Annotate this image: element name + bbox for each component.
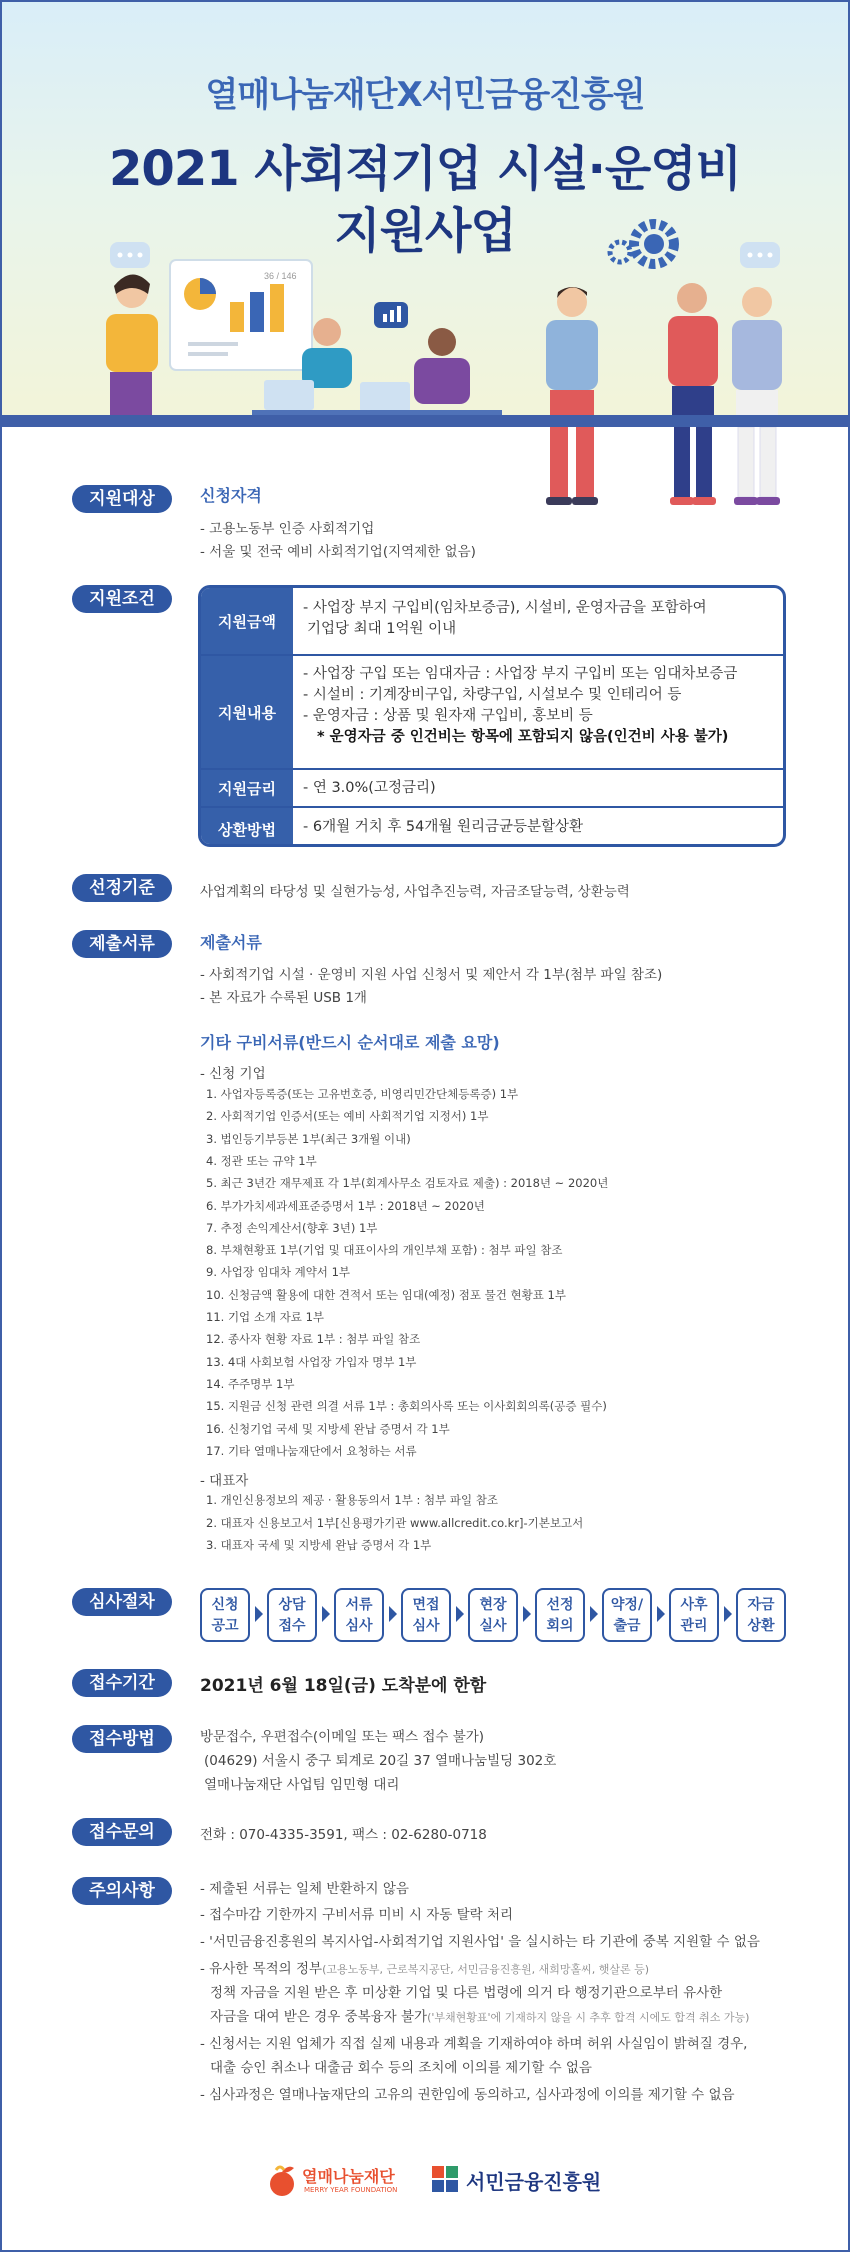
- conditions-row: [201, 808, 783, 847]
- conditions-row-note: * 운영자금 중 인건비는 항목에 포함되지 않음(인건비 사용 불가): [317, 729, 729, 745]
- person-presenter-illustration: [106, 274, 158, 420]
- company-doc-item: 1. 사업자등록증(또는 고유번호증, 비영리민간단체등록증) 1부: [206, 1087, 519, 1101]
- arrow-right-icon: [657, 1606, 665, 1622]
- target-line: - 고용노동부 인증 사회적기업: [200, 521, 375, 537]
- method-line: (04629) 서울시 중구 퇴계로 20길 37 열매나눔빌딩 302호: [204, 1753, 557, 1769]
- conditions-row-text: - 운영자금 : 상품 및 원자재 구입비, 홍보비 등: [303, 708, 593, 724]
- arrow-right-icon: [724, 1606, 732, 1622]
- gear-icon: [634, 224, 674, 264]
- section-pill-notes: 주의사항: [72, 1877, 172, 1905]
- process-step: [334, 1588, 384, 1642]
- documents-line: - 본 자료가 수록된 USB 1개: [200, 990, 367, 1006]
- process-step: [267, 1588, 317, 1642]
- rep-doc-item: 2. 대표자 신용보고서 1부[신용평가기관 www.allcredit.co.kr]-기본보고서: [206, 1515, 584, 1530]
- process-step-label: 관리: [680, 1618, 708, 1634]
- process-step-label: 신청: [211, 1597, 239, 1613]
- section-pill-target: 지원대상: [72, 485, 172, 513]
- header-illustration: [2, 2, 848, 427]
- logo-yeolmae: [262, 2158, 412, 2202]
- process-step: [468, 1588, 518, 1642]
- process-step-label: 사후: [680, 1597, 708, 1613]
- conditions-row-label: 지원금액: [201, 588, 293, 654]
- standing-people-legs: [2, 427, 848, 537]
- method-line: 열매나눔재단 사업팀 임민형 대리: [204, 1777, 400, 1793]
- section-pill-inquiry: 접수문의: [72, 1818, 172, 1846]
- arrow-right-icon: [389, 1606, 397, 1622]
- company-docs-label: - 신청 기업: [200, 1066, 266, 1082]
- fruit-logo-icon: [262, 2160, 302, 2200]
- company-doc-item: 12. 종사자 현황 자료 1부 : 첨부 파일 참조: [206, 1332, 421, 1347]
- target-heading: 신청자격: [200, 486, 262, 505]
- header-subtitle: 열매나눔재단X서민금융진흥원: [205, 75, 645, 115]
- process-step: [669, 1588, 719, 1642]
- rep-doc-item: 3. 대표자 국세 및 지방세 완납 증명서 각 1부: [206, 1538, 432, 1552]
- person-standing-illustration: [732, 287, 782, 418]
- method-line: 방문접수, 우편접수(이메일 또는 팩스 접수 불가): [200, 1729, 485, 1745]
- process-step-label: 약정/: [610, 1597, 644, 1613]
- conditions-row-text: - 사업장 부지 구입비(임차보증금), 시설비, 운영자금을 포함하여: [303, 600, 707, 616]
- period-text: 2021년 6월 18일(금) 도착분에 한함: [200, 1676, 487, 1696]
- process-step: [602, 1588, 652, 1642]
- arrow-right-icon: [590, 1606, 598, 1622]
- notes-line-main: 자금을 대여 받은 경우 중복융자 불가: [210, 2009, 428, 2025]
- notes-line-aside: (고용노동부, 근로복지공단, 서민금융진흥원, 새희망홀씨, 햇살론 등): [322, 1963, 650, 1976]
- arrow-right-icon: [322, 1606, 330, 1622]
- section-pill-process: 심사절차: [72, 1588, 172, 1616]
- section-pill-period: 접수기간: [72, 1669, 172, 1697]
- header-band: [2, 415, 848, 427]
- notes-line: - '서민금융진흥원의 복지사업-사회적기업 지원사업' 을 실시하는 타 기관에 중복 지원할 수 없음: [200, 1934, 760, 1950]
- process-step-label: 회의: [546, 1618, 574, 1634]
- gear-icon: [610, 242, 630, 262]
- arrow-right-icon: [523, 1606, 531, 1622]
- section-pill-method: 접수방법: [72, 1725, 172, 1753]
- arrow-right-icon: [456, 1606, 464, 1622]
- chart-board-label: 36 / 146: [264, 271, 297, 281]
- notes-line: [200, 1957, 649, 1977]
- logo1-name: 열매나눔재단: [302, 2167, 395, 2186]
- inquiry-text: 전화 : 070-4335-3591, 팩스 : 02-6280-0718: [200, 1827, 487, 1843]
- conditions-row-text: - 6개월 거치 후 54개월 원리금균등분할상환: [303, 819, 584, 835]
- process-step-label: 자금: [747, 1597, 775, 1613]
- company-doc-item: 4. 정관 또는 규약 1부: [206, 1153, 317, 1168]
- process-step-label: 현장: [479, 1597, 507, 1613]
- process-step: [535, 1588, 585, 1642]
- process-step-label: 심사: [345, 1618, 373, 1634]
- arrow-right-icon: [255, 1606, 263, 1622]
- company-doc-item: 7. 추정 손익계산서(향후 3년) 1부: [206, 1220, 378, 1235]
- process-step: [736, 1588, 786, 1642]
- conditions-row-text: 기업당 최대 1억원 이내: [307, 621, 457, 637]
- company-doc-item: 15. 지원금 신청 관련 의결 서류 1부 : 총회의사록 또는 이사회회의록(공증 필수): [206, 1399, 607, 1414]
- notes-line-aside: ('부채현황표'에 기재하지 않을 시 추후 합격 시에도 합격 취소 가능): [427, 2011, 750, 2024]
- company-doc-item: 17. 기타 열매나눔재단에서 요청하는 서류: [206, 1443, 417, 1458]
- logo1-en: MERRY YEAR FOUNDATION: [304, 2186, 398, 2194]
- conditions-table: [198, 585, 786, 847]
- process-step-label: 출금: [613, 1618, 641, 1634]
- header-banner: [2, 2, 848, 427]
- kinfa-logo-icon: [428, 2162, 464, 2198]
- other-documents-heading: 기타 구비서류(반드시 순서대로 제출 요망): [200, 1033, 500, 1052]
- conditions-row-text: - 사업장 구입 또는 임대자금 : 사업장 부지 구입비 또는 임대차보증금: [303, 666, 738, 682]
- person-standing-illustration: [546, 287, 598, 418]
- process-step-label: 상담: [278, 1597, 306, 1613]
- target-line: - 서울 및 전국 예비 사회적기업(지역제한 없음): [200, 544, 476, 560]
- company-doc-item: 10. 신청금액 활용에 대한 견적서 또는 임대(예정) 점포 물건 현황표 1부: [206, 1287, 566, 1302]
- process-step-label: 상환: [747, 1618, 775, 1634]
- section-pill-criteria: 선정기준: [72, 874, 172, 902]
- header-title-line1: 2021 사회적기업 시설·운영비: [109, 141, 741, 197]
- company-doc-item: 9. 사업장 임대차 계약서 1부: [206, 1265, 350, 1280]
- process-step-label: 공고: [211, 1618, 239, 1634]
- process-step: [200, 1588, 250, 1642]
- conditions-row-label: 지원내용: [201, 656, 293, 768]
- chart-board-icon: [170, 260, 312, 370]
- notes-line-main: - 유사한 목적의 정부: [200, 1961, 323, 1977]
- notes-line: 대출 승인 취소나 대출금 회수 등의 조치에 이의를 제기할 수 없음: [210, 2060, 592, 2076]
- company-doc-item: 6. 부가가치세과세표준증명서 1부 : 2018년 ~ 2020년: [206, 1198, 485, 1213]
- conditions-row-label: 상환방법: [201, 808, 293, 847]
- company-doc-item: 5. 최근 3년간 재무제표 각 1부(회계사무소 검토자료 제출) : 2018년 ~ 2020년: [206, 1176, 609, 1191]
- conditions-row-label: 지원금리: [201, 770, 293, 806]
- section-pill-conditions: 지원조건: [72, 585, 172, 613]
- documents-line: - 사회적기업 시설 · 운영비 지원 사업 신청서 및 제안서 각 1부(첨부 파일 참조): [200, 967, 663, 983]
- logo-kinfa: [428, 2158, 602, 2202]
- company-doc-item: 14. 주주명부 1부: [206, 1376, 295, 1391]
- process-step-label: 심사: [412, 1618, 440, 1634]
- company-doc-item: 3. 법인등기부등본 1부(최근 3개월 이내): [206, 1131, 411, 1146]
- criteria-text: 사업계획의 타당성 및 실현가능성, 사업추진능력, 자금조달능력, 상환능력: [200, 884, 630, 900]
- company-doc-item: 8. 부채현황표 1부(기업 및 대표이사의 개인부채 포함) : 첨부 파일 참조: [206, 1243, 563, 1258]
- process-step-label: 접수: [278, 1618, 306, 1634]
- header-title-line2: 지원사업: [334, 203, 516, 259]
- rep-docs-label: - 대표자: [200, 1473, 249, 1489]
- process-step-label: 실사: [479, 1618, 507, 1634]
- company-doc-item: 16. 신청기업 국세 및 지방세 완납 증명서 각 1부: [206, 1421, 450, 1436]
- notes-line: [210, 2005, 749, 2025]
- person-seated-illustration: [360, 328, 470, 412]
- notes-line: - 심사과정은 열매나눔재단의 고유의 권한임에 동의하고, 심사과정에 이의를 제기할 수 없음: [200, 2087, 735, 2103]
- section-pill-documents: 제출서류: [72, 930, 172, 958]
- rep-doc-item: 1. 개인신용정보의 제공 · 활용동의서 1부 : 첨부 파일 참조: [206, 1493, 499, 1507]
- conditions-row-text: - 시설비 : 기계장비구입, 차량구입, 시설보수 및 인테리어 등: [303, 687, 682, 703]
- process-step-label: 선정: [546, 1597, 574, 1613]
- conditions-row: [201, 770, 783, 808]
- process-step: [401, 1588, 451, 1642]
- logo2-name: 서민금융진흥원: [466, 2170, 602, 2194]
- notes-line: - 신청서는 지원 업체가 직접 실제 내용과 계획을 기재하여야 하며 허위 사실임이 밝혀질 경우,: [200, 2036, 748, 2052]
- person-standing-illustration: [668, 283, 718, 418]
- process-step-label: 면접: [412, 1597, 440, 1613]
- process-step-label: 서류: [345, 1597, 373, 1613]
- documents-heading: 제출서류: [200, 933, 262, 952]
- conditions-row-text: - 연 3.0%(고정금리): [303, 780, 436, 796]
- conditions-row: [201, 656, 783, 770]
- notes-line: - 제출된 서류는 일체 반환하지 않음: [200, 1881, 409, 1897]
- notes-line: 정책 자금을 지원 받은 후 미상환 기업 및 다른 법령에 의거 타 행정기관으로부터 유사한: [210, 1985, 723, 2001]
- company-doc-item: 13. 4대 사회보험 사업장 가입자 명부 1부: [206, 1354, 417, 1369]
- conditions-row: [201, 588, 783, 656]
- company-doc-item: 2. 사회적기업 인증서(또는 예비 사회적기업 지정서) 1부: [206, 1109, 489, 1124]
- company-doc-item: 11. 기업 소개 자료 1부: [206, 1310, 324, 1324]
- notes-line: - 접수마감 기한까지 구비서류 미비 시 자동 탈락 처리: [200, 1907, 514, 1923]
